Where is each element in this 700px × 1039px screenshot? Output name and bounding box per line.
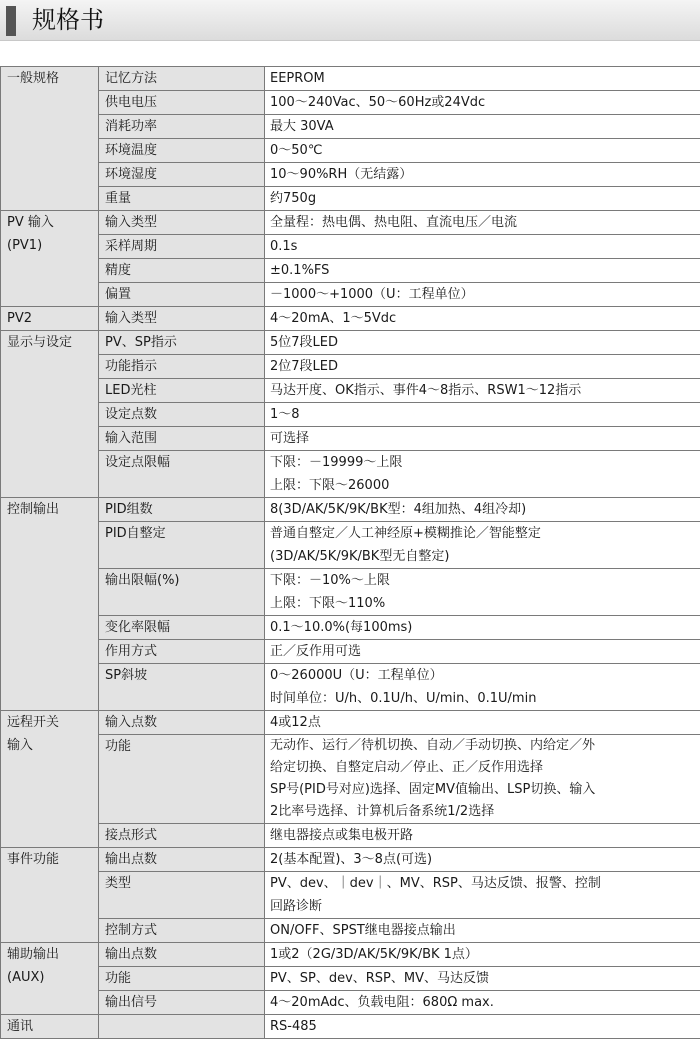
spec-value-line: 8(3D/AK/5K/9K/BK型：4组加热、4组冷却) — [270, 498, 700, 521]
spec-row — [1, 91, 700, 115]
spec-value — [265, 664, 700, 711]
spec-value — [265, 139, 700, 163]
section-category — [1, 307, 99, 331]
spec-key: 控制方式 — [99, 919, 265, 943]
category-label: (AUX) — [7, 966, 98, 989]
spec-row — [1, 211, 700, 235]
spec-value — [265, 307, 700, 331]
spec-value — [265, 91, 700, 115]
category-label: 一般规格 — [7, 67, 98, 90]
spec-row — [1, 522, 700, 569]
spec-row — [1, 872, 700, 919]
spec-value-line: 0～50℃ — [270, 139, 700, 162]
spec-value-line: 最大 30VA — [270, 115, 700, 138]
spec-row — [1, 569, 700, 616]
spec-value — [265, 379, 700, 403]
spec-row — [1, 307, 700, 331]
spec-row — [1, 379, 700, 403]
spec-value — [265, 991, 700, 1015]
spec-value-line: ON/OFF、SPST继电器接点输出 — [270, 919, 700, 942]
spec-key: 设定点数 — [99, 403, 265, 427]
spec-key: 作用方式 — [99, 640, 265, 664]
spec-value-line: 2比率号选择、计算机后备系统1/2选择 — [270, 801, 700, 823]
spec-key: 偏置 — [99, 283, 265, 307]
spec-row — [1, 451, 700, 498]
spec-key: 设定点限幅 — [99, 451, 265, 498]
spec-value-line: 0.1s — [270, 235, 700, 258]
spec-row — [1, 235, 700, 259]
spec-row — [1, 616, 700, 640]
spec-key: 输出点数 — [99, 943, 265, 967]
spec-value-line: 时间单位：U/h、0.1U/h、U/min、0.1U/min — [270, 687, 700, 710]
spec-key: 输出点数 — [99, 848, 265, 872]
spec-value-line: 继电器接点或集电极开路 — [270, 824, 700, 847]
spec-key: 重量 — [99, 187, 265, 211]
spec-value-line: PV、SP、dev、RSP、MV、马达反馈 — [270, 967, 700, 990]
section-category — [1, 711, 99, 848]
spec-value — [265, 259, 700, 283]
spec-value — [265, 235, 700, 259]
spec-value-line: 4～20mAdc、负载电阻：680Ω max. — [270, 991, 700, 1014]
spec-value-line: 上限：下限～110% — [270, 592, 700, 615]
page-title: 规格书 — [32, 4, 104, 36]
spec-value — [265, 283, 700, 307]
spec-value — [265, 824, 700, 848]
spec-key: 功能 — [99, 967, 265, 991]
spec-value — [265, 331, 700, 355]
spec-value-line: 回路诊断 — [270, 895, 700, 918]
spec-key: 输入范围 — [99, 427, 265, 451]
spec-key: 类型 — [99, 872, 265, 919]
category-label: (PV1) — [7, 234, 98, 257]
spec-value — [265, 451, 700, 498]
section-category — [1, 211, 99, 307]
spec-value-line: 0.1～10.0%(每100ms) — [270, 616, 700, 639]
spec-value-line: 1～8 — [270, 403, 700, 426]
spec-value-line: 4～20mA、1～5Vdc — [270, 307, 700, 330]
spec-value — [265, 115, 700, 139]
spec-value — [265, 872, 700, 919]
spec-value — [265, 848, 700, 872]
spec-value — [265, 427, 700, 451]
spec-value — [265, 67, 700, 91]
spec-row — [1, 139, 700, 163]
spec-row — [1, 187, 700, 211]
spec-key: SP斜坡 — [99, 664, 265, 711]
spec-key: 输入类型 — [99, 307, 265, 331]
spec-value — [265, 569, 700, 616]
spec-row — [1, 403, 700, 427]
spec-key: PID自整定 — [99, 522, 265, 569]
spec-value — [265, 616, 700, 640]
spec-value-line: 2(基本配置)、3～8点(可选) — [270, 848, 700, 871]
category-label: 辅助输出 — [7, 943, 98, 966]
spec-value — [265, 522, 700, 569]
spec-value-line: 马达开度、OK指示、事件4～8指示、RSW1～12指示 — [270, 379, 700, 402]
spec-key: 记忆方法 — [99, 67, 265, 91]
spec-value-line: 全量程：热电偶、热电阻、直流电压／电流 — [270, 211, 700, 234]
spec-key: 精度 — [99, 259, 265, 283]
section-category — [1, 943, 99, 1015]
spec-value — [265, 498, 700, 522]
spec-row — [1, 991, 700, 1015]
section-category — [1, 331, 99, 498]
spec-value-line: 普通自整定／人工神经原+模糊推论／智能整定 — [270, 522, 700, 545]
spec-key: PV、SP指示 — [99, 331, 265, 355]
spec-value-line: 无动作、运行／待机切换、自动／手动切换、内给定／外 — [270, 735, 700, 757]
spec-value-line: 约750g — [270, 187, 700, 210]
spec-key: 输出限幅(%) — [99, 569, 265, 616]
spec-value-line: 正／反作用可选 — [270, 640, 700, 663]
spec-row — [1, 163, 700, 187]
section-category — [1, 848, 99, 943]
spec-value-line: 可选择 — [270, 427, 700, 450]
spec-row — [1, 735, 700, 824]
spec-row — [1, 355, 700, 379]
spec-key: LED光柱 — [99, 379, 265, 403]
spec-row — [1, 498, 700, 522]
category-label: 事件功能 — [7, 848, 98, 871]
spec-value-line: ±0.1%FS — [270, 259, 700, 282]
section-category — [1, 498, 99, 711]
spec-row — [1, 848, 700, 872]
spec-row — [1, 331, 700, 355]
category-label: 通讯 — [7, 1015, 98, 1038]
spec-value-line: 100～240Vac、50～60Hz或24Vdc — [270, 91, 700, 114]
page-header — [0, 0, 700, 41]
spec-row — [1, 427, 700, 451]
spec-value-line: RS-485 — [270, 1015, 700, 1038]
spec-key: 采样周期 — [99, 235, 265, 259]
spec-row — [1, 943, 700, 967]
spec-value-line: 给定切换、自整定启动／停止、正／反作用选择 — [270, 757, 700, 779]
spec-table — [0, 66, 700, 1039]
spec-key: 功能 — [99, 735, 265, 824]
spec-value — [265, 163, 700, 187]
spec-key: 输入类型 — [99, 211, 265, 235]
spec-value — [265, 943, 700, 967]
spec-value-line: SP号(PID号对应)选择、固定MV值输出、LSP切换、输入 — [270, 779, 700, 801]
spec-value-line: 2位7段LED — [270, 355, 700, 378]
spec-value-line: 下限：－10%～上限 — [270, 569, 700, 592]
spec-value-line: －1000～+1000（U：工程单位） — [270, 283, 700, 306]
spec-value — [265, 967, 700, 991]
spec-value-line: PV、dev、｜dev｜、MV、RSP、马达反馈、报警、控制 — [270, 872, 700, 895]
spec-key: 接点形式 — [99, 824, 265, 848]
spec-value-line: 下限：－19999～上限 — [270, 451, 700, 474]
spec-row — [1, 259, 700, 283]
spec-key: 功能指示 — [99, 355, 265, 379]
spec-value — [265, 187, 700, 211]
spec-key: PID组数 — [99, 498, 265, 522]
spec-key: 环境温度 — [99, 139, 265, 163]
spec-value-line: (3D/AK/5K/9K/BK型无自整定) — [270, 545, 700, 568]
spec-value-line: 4或12点 — [270, 711, 700, 734]
category-label: PV2 — [7, 307, 98, 330]
spec-row — [1, 283, 700, 307]
category-label: PV 输入 — [7, 211, 98, 234]
header-accent-bar — [6, 6, 16, 36]
spec-row — [1, 711, 700, 735]
spec-value-line: 10～90%RH（无结露） — [270, 163, 700, 186]
spec-key: 环境湿度 — [99, 163, 265, 187]
spec-key: 变化率限幅 — [99, 616, 265, 640]
category-label: 远程开关 — [7, 711, 98, 734]
spec-value — [265, 211, 700, 235]
category-label: 控制输出 — [7, 498, 98, 521]
spec-value — [265, 919, 700, 943]
spec-key: 供电电压 — [99, 91, 265, 115]
spec-value-line: 上限：下限～26000 — [270, 474, 700, 497]
spec-row — [1, 640, 700, 664]
category-label: 输入 — [7, 734, 98, 757]
spec-value-line: 5位7段LED — [270, 331, 700, 354]
spec-row — [1, 115, 700, 139]
spec-row — [1, 967, 700, 991]
spec-value — [265, 403, 700, 427]
spec-row — [1, 824, 700, 848]
spec-value-line: 1或2（2G/3D/AK/5K/9K/BK 1点） — [270, 943, 700, 966]
spec-row — [1, 664, 700, 711]
spec-value-line: EEPROM — [270, 67, 700, 90]
spec-value — [265, 735, 700, 824]
section-category — [1, 67, 99, 211]
spec-key: 输出信号 — [99, 991, 265, 1015]
spec-key: 输入点数 — [99, 711, 265, 735]
spec-value — [265, 640, 700, 664]
spec-value — [265, 711, 700, 735]
category-label: 显示与设定 — [7, 331, 98, 354]
spec-row — [1, 67, 700, 91]
spec-key: 消耗功率 — [99, 115, 265, 139]
spec-value-line: 0～26000U（U：工程单位） — [270, 664, 700, 687]
spec-row — [1, 919, 700, 943]
spec-value — [265, 355, 700, 379]
